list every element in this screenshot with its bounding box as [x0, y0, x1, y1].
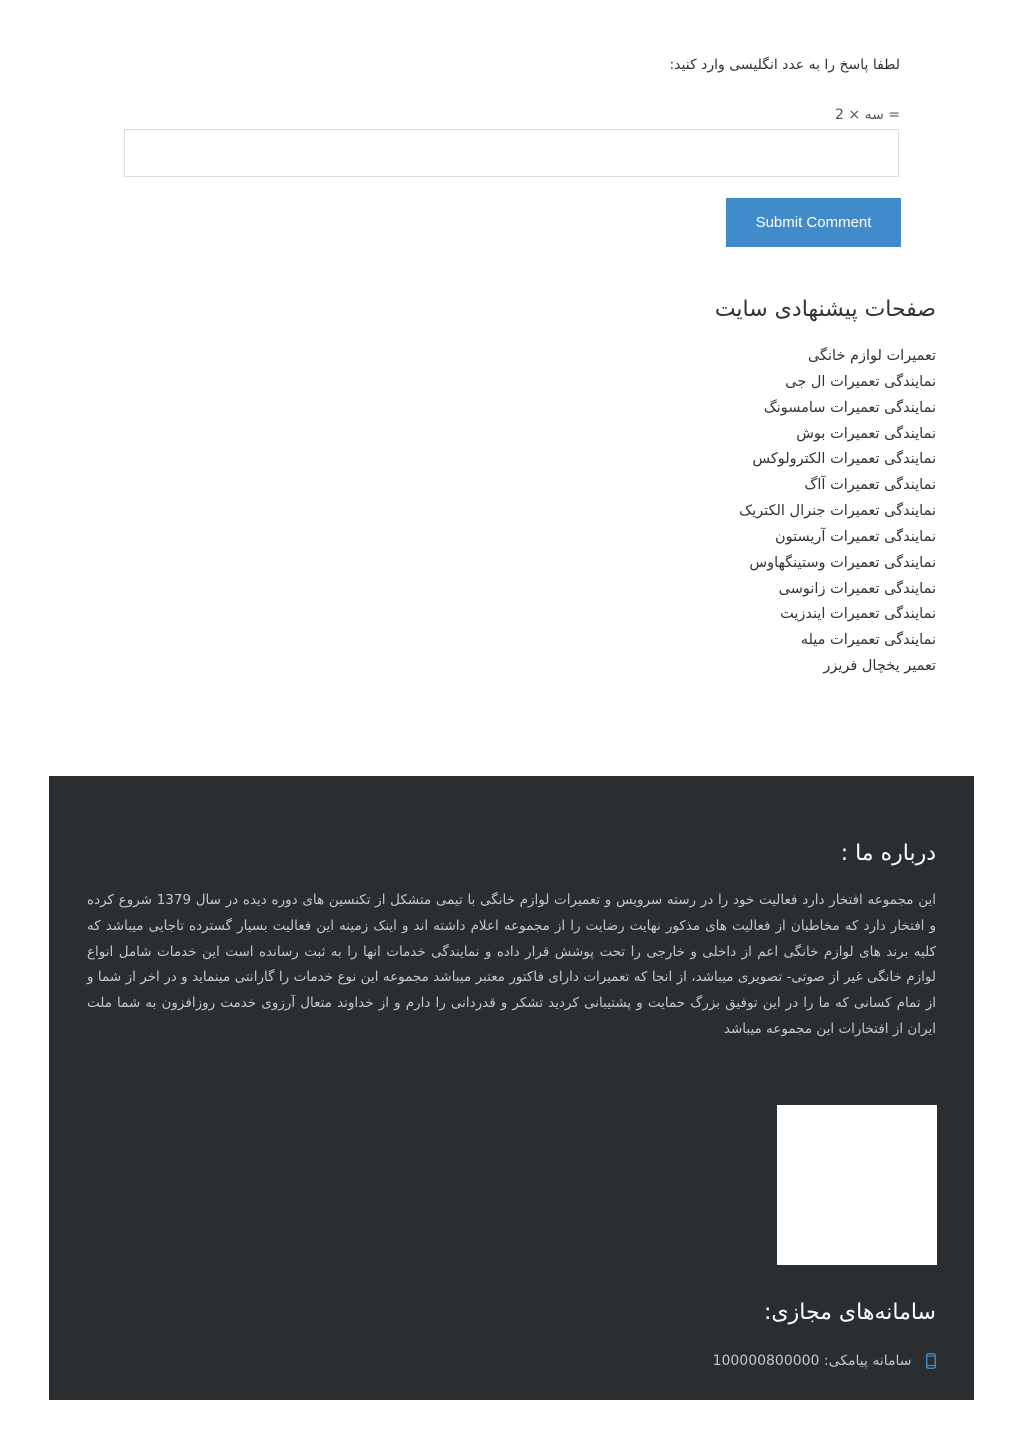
captcha-instruction: لطفا پاسخ را به عدد انگلیسی وارد کنید:: [669, 57, 900, 73]
suggested-page-link[interactable]: نمایندگی تعمیرات ایندزیت: [780, 606, 936, 623]
submit-comment-button[interactable]: Submit Comment: [726, 198, 901, 247]
about-title: درباره ما :: [840, 841, 936, 866]
suggested-pages-title: صفحات پیشنهادی سایت: [714, 297, 936, 322]
suggested-pages-list: [436, 344, 936, 680]
mobile-phone-icon: [926, 1353, 936, 1369]
captcha-answer-input[interactable]: [124, 129, 899, 177]
suggested-page-link[interactable]: نمایندگی تعمیرات ال جی: [785, 373, 936, 390]
suggested-page-link[interactable]: نمایندگی تعمیرات میله: [800, 632, 936, 649]
suggested-page-link[interactable]: نمایندگی تعمیرات آاگ: [804, 477, 936, 494]
suggested-page-link[interactable]: نمایندگی تعمیرات الکترولوکس: [752, 451, 936, 468]
footer-image-placeholder: [777, 1105, 937, 1265]
sms-system-row: [436, 1350, 936, 1372]
suggested-page-link[interactable]: نمایندگی تعمیرات آریستون: [774, 528, 936, 545]
suggested-page-link[interactable]: نمایندگی تعمیرات جنرال الکتریک: [739, 503, 936, 520]
sms-number: 100000800000: [712, 1353, 820, 1369]
sms-label: سامانه پیامکی:: [823, 1353, 912, 1369]
suggested-page-link[interactable]: تعمیرات لوازم خانگی: [807, 348, 936, 364]
suggested-page-link[interactable]: نمایندگی تعمیرات وستینگهاوس: [749, 554, 936, 571]
about-text: این مجموعه افتخار دارد فعالیت خود را در رسته سرویس و تعمیرات لوازم خانگی با تیمی متشکل از تکنسین های دوره دیده در سال 1379 شروع کرده و افتخار دارد که مخاطبان از فعالیت های مذکور نهایت رضایت را از مجموعه اعلام داشته اند و اینک زمینه این فعالیت بسیار گسترده تاجایی میباشد که کلیه برند های لوازم خانگی اعم از داخلی و خارجی را تحت پوشش قرار داده و نمایندگی خدمات انها را به ثبت رسانده است این خدمات شامل انواع لوازم خانگی غیر از صوتی- تصویری میباشد، از انجا که تعمیرات دارای فاکتور معتبر میباشد مجموعه این نوع خدمات را گارانتی مینماید و در اخر از شما و از تمام کسانی که ما را در این توفیق بزرگ حمایت و پشتیبانی کردید تشکر و قدردانی را دارم و از خداوند متعال آرزوی خدمت روزافزون به شما ملت ایران از افتخارات این مجموعه میباشد: [87, 892, 936, 1037]
suggested-page-link[interactable]: تعمیر یخچال فریزر: [823, 658, 936, 675]
suggested-page-link[interactable]: نمایندگی تعمیرات بوش: [796, 425, 936, 442]
captcha-question: 2 × سه =: [835, 107, 900, 123]
virtual-systems-title: سامانه‌های مجازی:: [763, 1300, 936, 1325]
suggested-page-link[interactable]: نمایندگی تعمیرات زانوسی: [778, 580, 936, 597]
suggested-page-link[interactable]: نمایندگی تعمیرات سامسونگ: [763, 399, 936, 416]
